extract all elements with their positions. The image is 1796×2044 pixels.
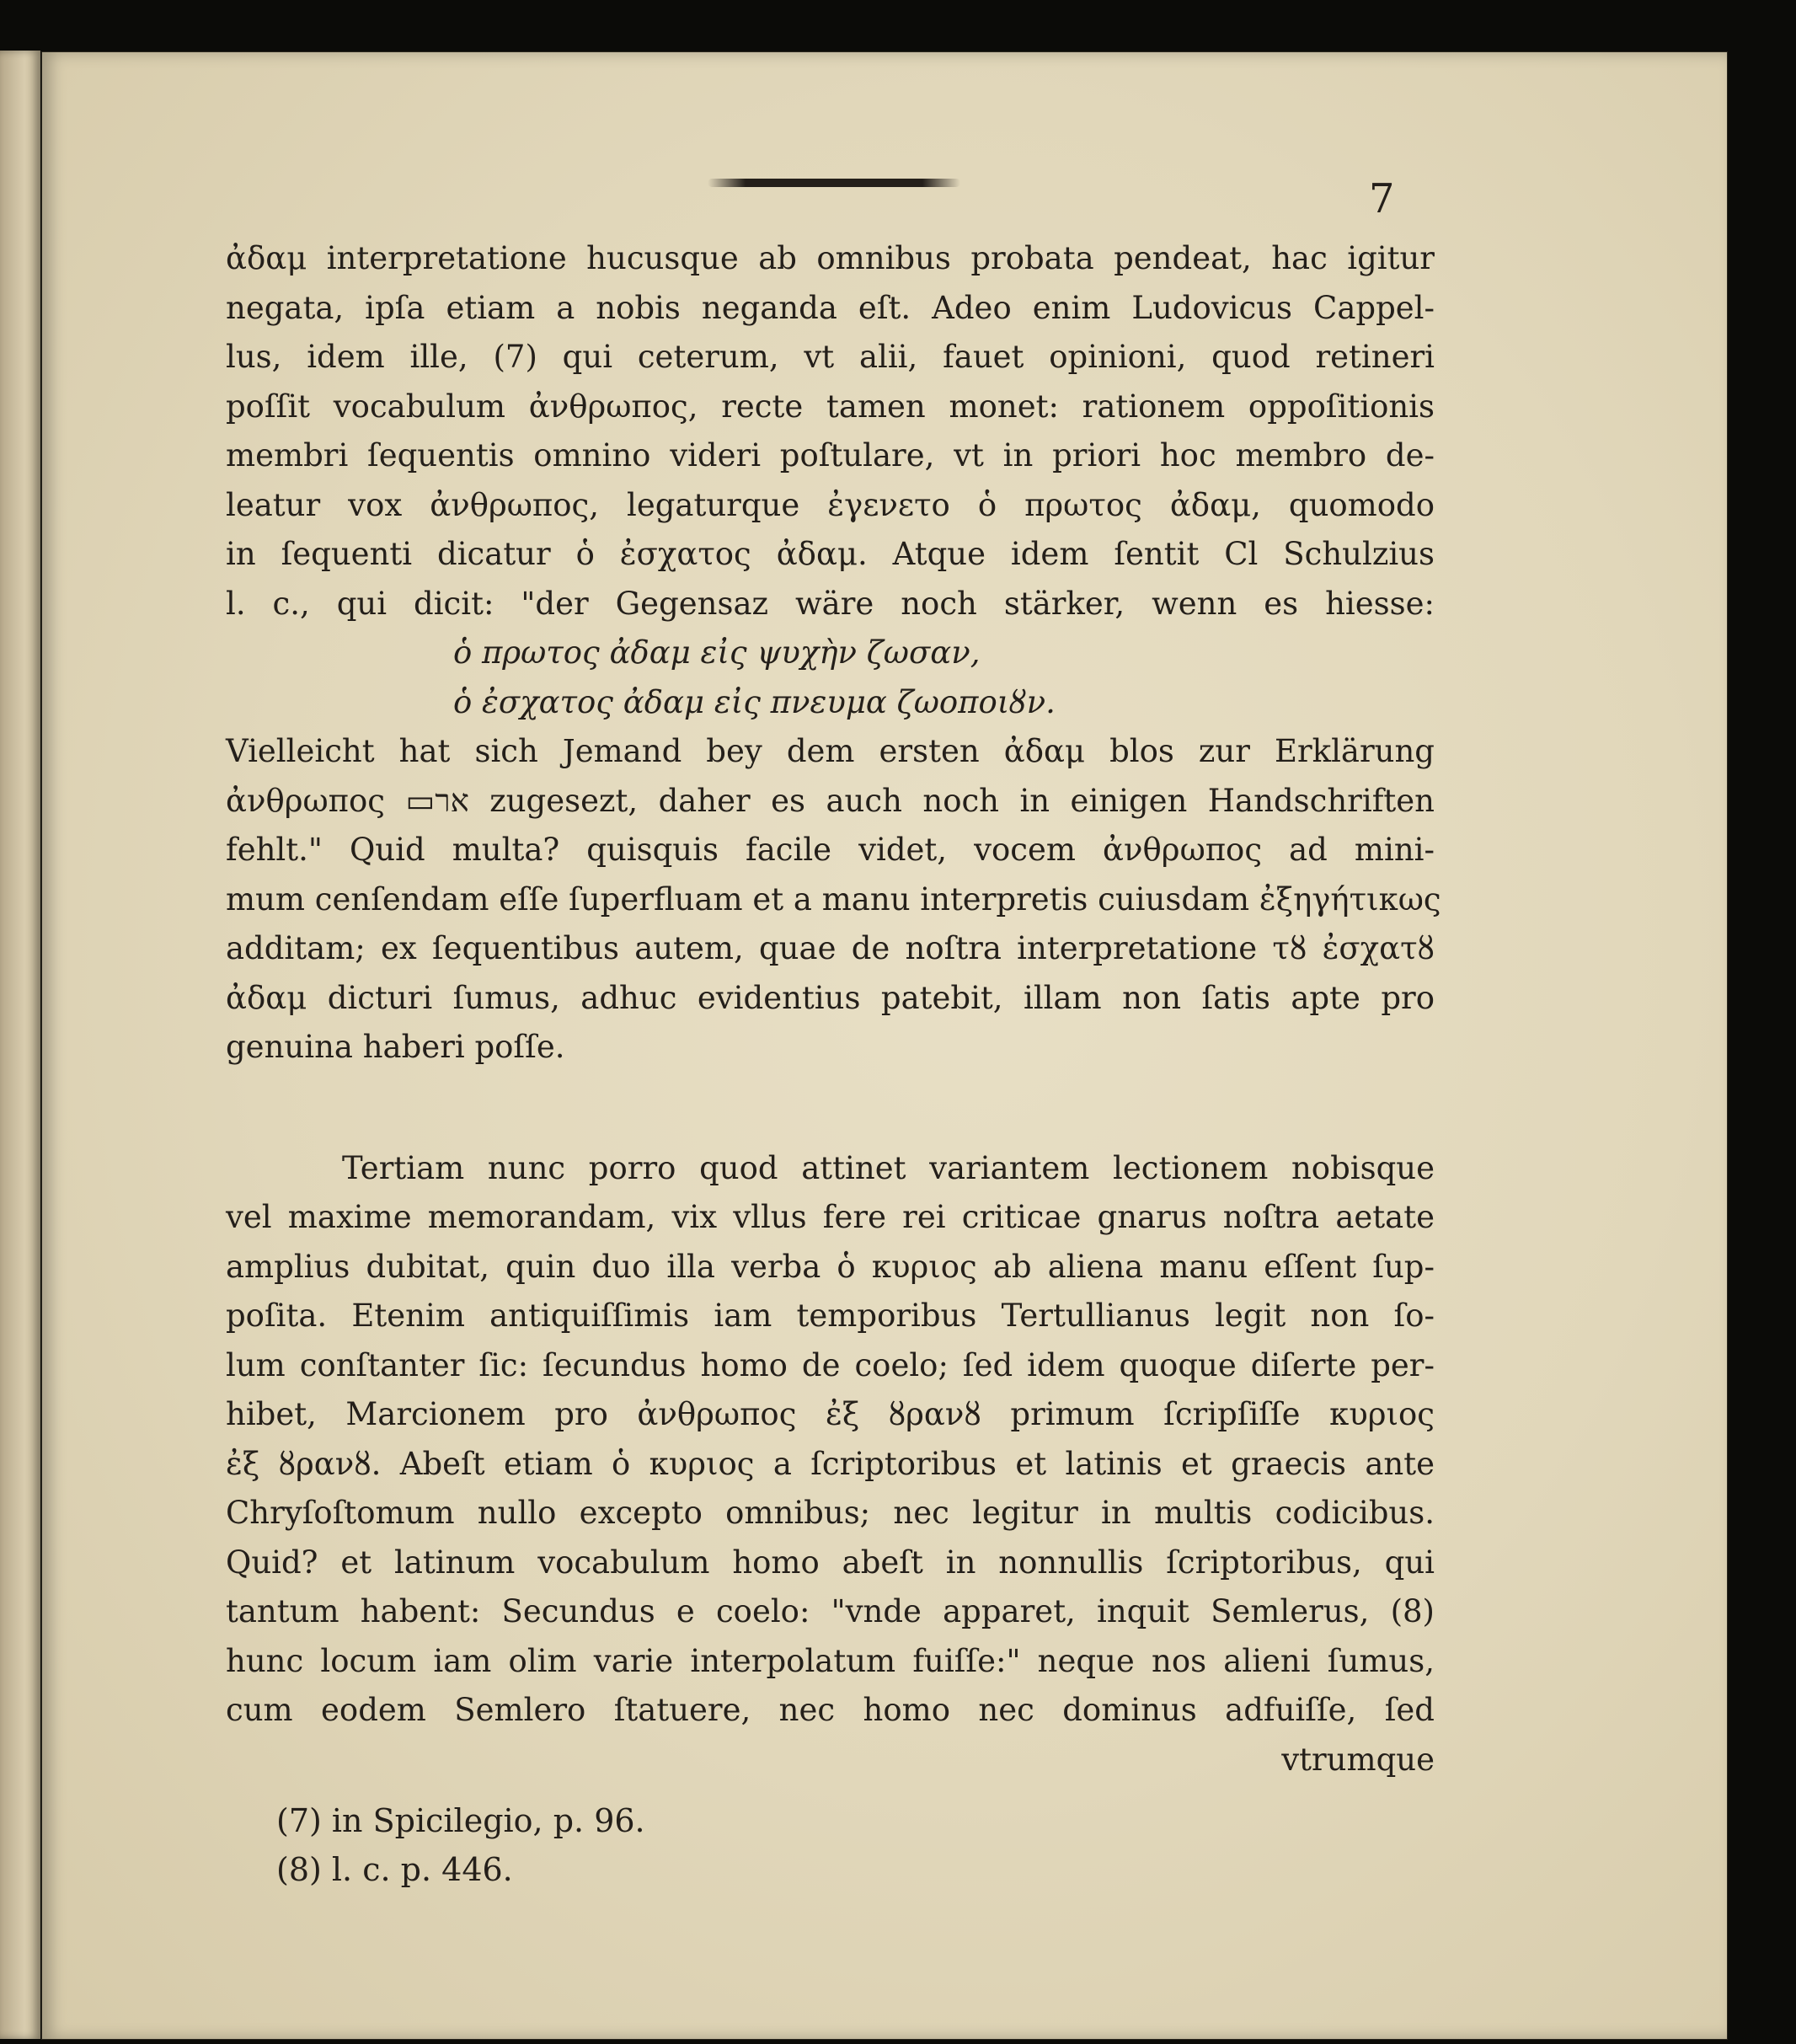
- text-line: ἐξ ȣρανȣ. Abeſt etiam ὁ κυριος a ſcriptoribus et latinis et graecis ante: [226, 1445, 1435, 1482]
- verse-line: ὁ ἐσχατος ἀδαμ εἰς πνευμα ζωοποιȣν.: [453, 683, 1056, 720]
- text-line: hunc locum iam olim varie interpolatum fuiſſe:" neque nos alieni ſumus,: [226, 1642, 1435, 1679]
- text-line: mum cenſendam eſſe ſuperfluam et a manu interpretis cuiusdam ἐξηγήτικως: [226, 880, 1441, 918]
- text-line: l. c., qui dicit: "der Gegensaz wäre noch stärker, wenn es hiesse:: [226, 585, 1435, 622]
- catchword: vtrumque: [1281, 1741, 1435, 1778]
- text-line: additam; ex ſequentibus autem, quae de noſtra interpretatione τȣ ἐσχατȣ: [226, 930, 1435, 966]
- header-ornament-rule: [708, 179, 960, 187]
- text-line: Vielleicht hat sich Jemand bey dem ersten ἀδαμ blos zur Erklärung: [226, 733, 1435, 769]
- text-line: genuina haberi poſſe.: [226, 1029, 565, 1065]
- text-line: ἀνθρωπος ▭אר zugesezt, daher es auch noch in einigen Handschriften: [226, 782, 1435, 819]
- verse-line: ὁ πρωτος ἀδαμ εἰς ψυχὴν ζωσαν,: [453, 634, 981, 671]
- footnotes: [276, 1796, 645, 1894]
- greek-verse-quote: [226, 629, 1435, 727]
- text-line: fehlt." Quid multa? quisquis facile videt, vocem ἀνθρωπος ad mini-: [226, 832, 1435, 868]
- text-line: poſſit vocabulum ἀνθρωπος, recte tamen monet: rationem oppoſitionis: [226, 388, 1435, 425]
- paragraph-3: [226, 1144, 1435, 1785]
- paragraph-gap: [226, 1073, 1435, 1144]
- page-number: 7: [1369, 175, 1395, 222]
- text-line: ἀδαμ interpretatione hucusque ab omnibus probata pendeat, hac igitur: [226, 240, 1435, 276]
- text-line: lus, idem ille, (7) qui ceterum, vt alii, fauet opinioni, quod retineri: [226, 339, 1435, 375]
- facing-page-edge: [0, 51, 40, 2039]
- book-page: [42, 52, 1727, 2039]
- text-line: membri ſequentis omnino videri poſtulare, vt in priori hoc membro de-: [226, 437, 1435, 474]
- text-line: Chryſoſtomum nullo excepto omnibus; nec legitur in multis codicibus.: [226, 1495, 1435, 1531]
- text-line: hibet, Marcionem pro ἀνθρωπος ἐξ ȣρανȣ primum ſcripſiſſe κυριος: [226, 1396, 1435, 1432]
- text-line: vel maxime memorandam, vix vllus fere rei criticae gnarus noſtra aetate: [226, 1199, 1435, 1235]
- text-line: poſita. Etenim antiquiſſimis iam temporibus Tertullianus legit non ſo-: [226, 1298, 1435, 1334]
- text-line: leatur vox ἀνθρωπος, legaturque ἐγενετο ὁ πρωτος ἀδαμ, quomodo: [226, 486, 1435, 523]
- paragraph-2: [226, 727, 1441, 1073]
- text-line: amplius dubitat, quin duo illa verba ὁ κυριος ab aliena manu eſſent ſup-: [226, 1248, 1435, 1285]
- text-line: cum eodem Semlero ſtatuere, nec homo nec dominus adfuiſſe, ſed: [226, 1692, 1435, 1728]
- text-line: Quid? et latinum vocabulum homo abeſt in nonnullis ſcriptoribus, qui: [226, 1544, 1435, 1581]
- body-text: [226, 234, 1441, 1784]
- text-line: lum conſtanter ſic: ſecundus homo de coelo; ſed idem quoque diſerte per-: [226, 1346, 1435, 1383]
- footnote: (7) in Spicilegio, p. 96.: [276, 1802, 645, 1839]
- text-line: negata, ipſa etiam a nobis neganda eſt. Adeo enim Ludovicus Cappel-: [226, 289, 1435, 326]
- paragraph-1: [226, 234, 1435, 629]
- text-line: ἀδαμ dicturi ſumus, adhuc evidentius patebit, illam non ſatis apte pro: [226, 979, 1435, 1016]
- text-line: tantum habent: Secundus e coelo: "vnde apparet, inquit Semlerus, (8): [226, 1593, 1435, 1629]
- text-line: in ſequenti dicatur ὁ ἐσχατος ἀδαμ. Atque idem ſentit Cl Schulzius: [226, 536, 1435, 572]
- footnote: (8) l. c. p. 446.: [276, 1851, 513, 1888]
- text-line: Tertiam nunc porro quod attinet variantem lectionem nobisque: [342, 1149, 1435, 1186]
